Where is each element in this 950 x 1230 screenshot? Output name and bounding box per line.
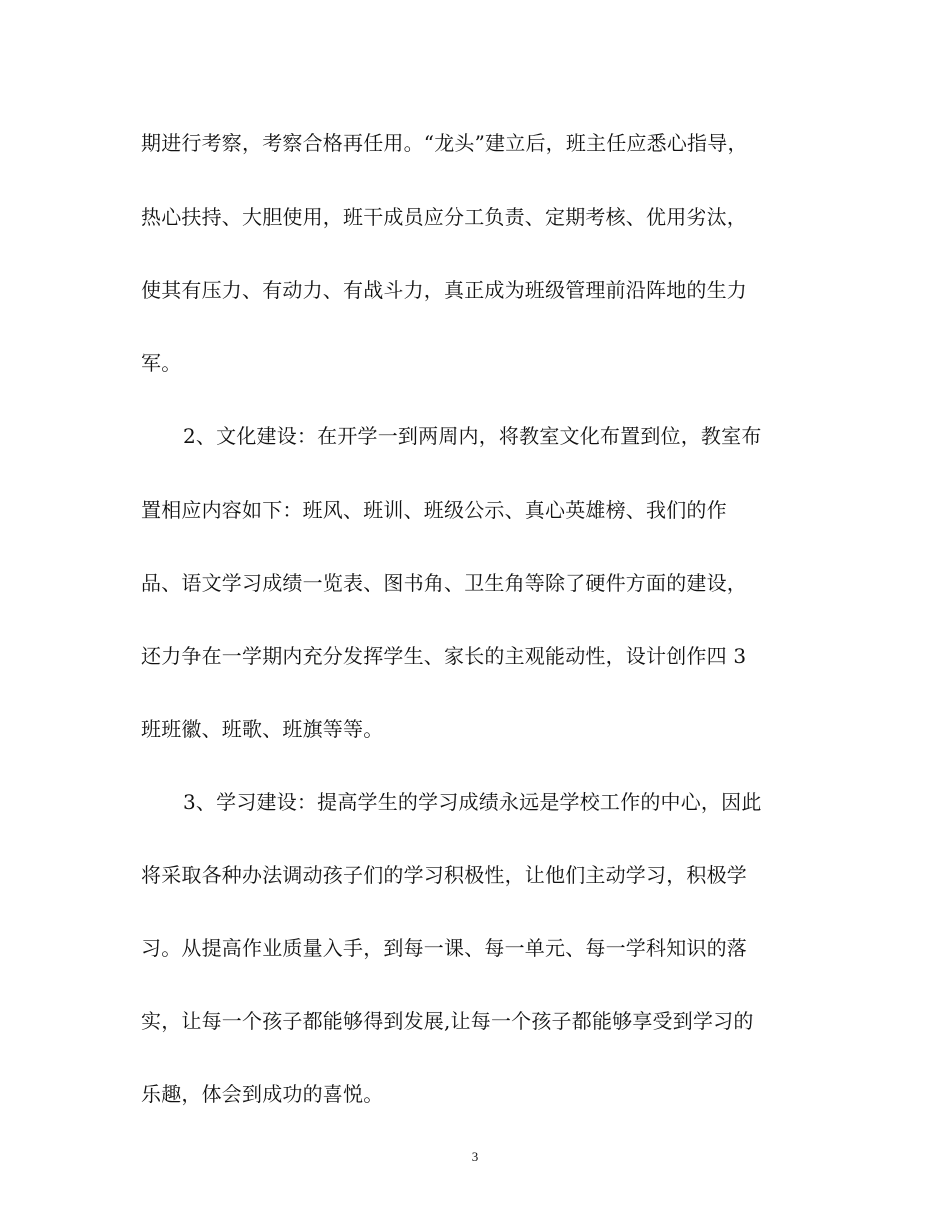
text-line: 军。 — [141, 351, 182, 375]
text-line: 乐趣，体会到成功的喜悦。 — [141, 1082, 384, 1106]
text-line: 将采取各种办法调动孩子们的学习积极性，让他们主动学习，积极学 — [141, 863, 747, 887]
text-line: 实，让每一个孩子都能够得到发展,让每一个孩子都能够享受到学习的 — [141, 1009, 754, 1033]
text-line: 还力争在一学期内充分发挥学生、家长的主观能动性，设计创作四 3 — [141, 644, 747, 668]
text-line: 期进行考察，考察合格再任用。“龙头”建立后，班主任应悉心指导， — [141, 131, 748, 155]
page-number: 3 — [471, 1149, 479, 1164]
text-line: 热心扶持、大胆使用，班干成员应分工负责、定期考核、优用劣汰， — [141, 205, 747, 229]
paragraph-start-line: 3、学习建设：提高学生的学习成绩永远是学校工作的中心，因此 — [183, 790, 762, 814]
text-line: 使其有压力、有动力、有战斗力，真正成为班级管理前沿阵地的生力 — [141, 278, 747, 302]
text-line: 品、语文学习成绩一览表、图书角、卫生角等除了硬件方面的建设， — [141, 571, 747, 595]
text-line: 置相应内容如下：班风、班训、班级公示、真心英雄榜、我们的作 — [141, 498, 727, 522]
paragraph-start-line: 2、文化建设：在开学一到两周内，将教室文化布置到位，教室布 — [183, 424, 762, 448]
text-line: 习。从提高作业质量入手，到每一课、每一单元、每一学科知识的落 — [141, 936, 747, 960]
text-line: 班班徽、班歌、班旗等等。 — [141, 717, 384, 741]
